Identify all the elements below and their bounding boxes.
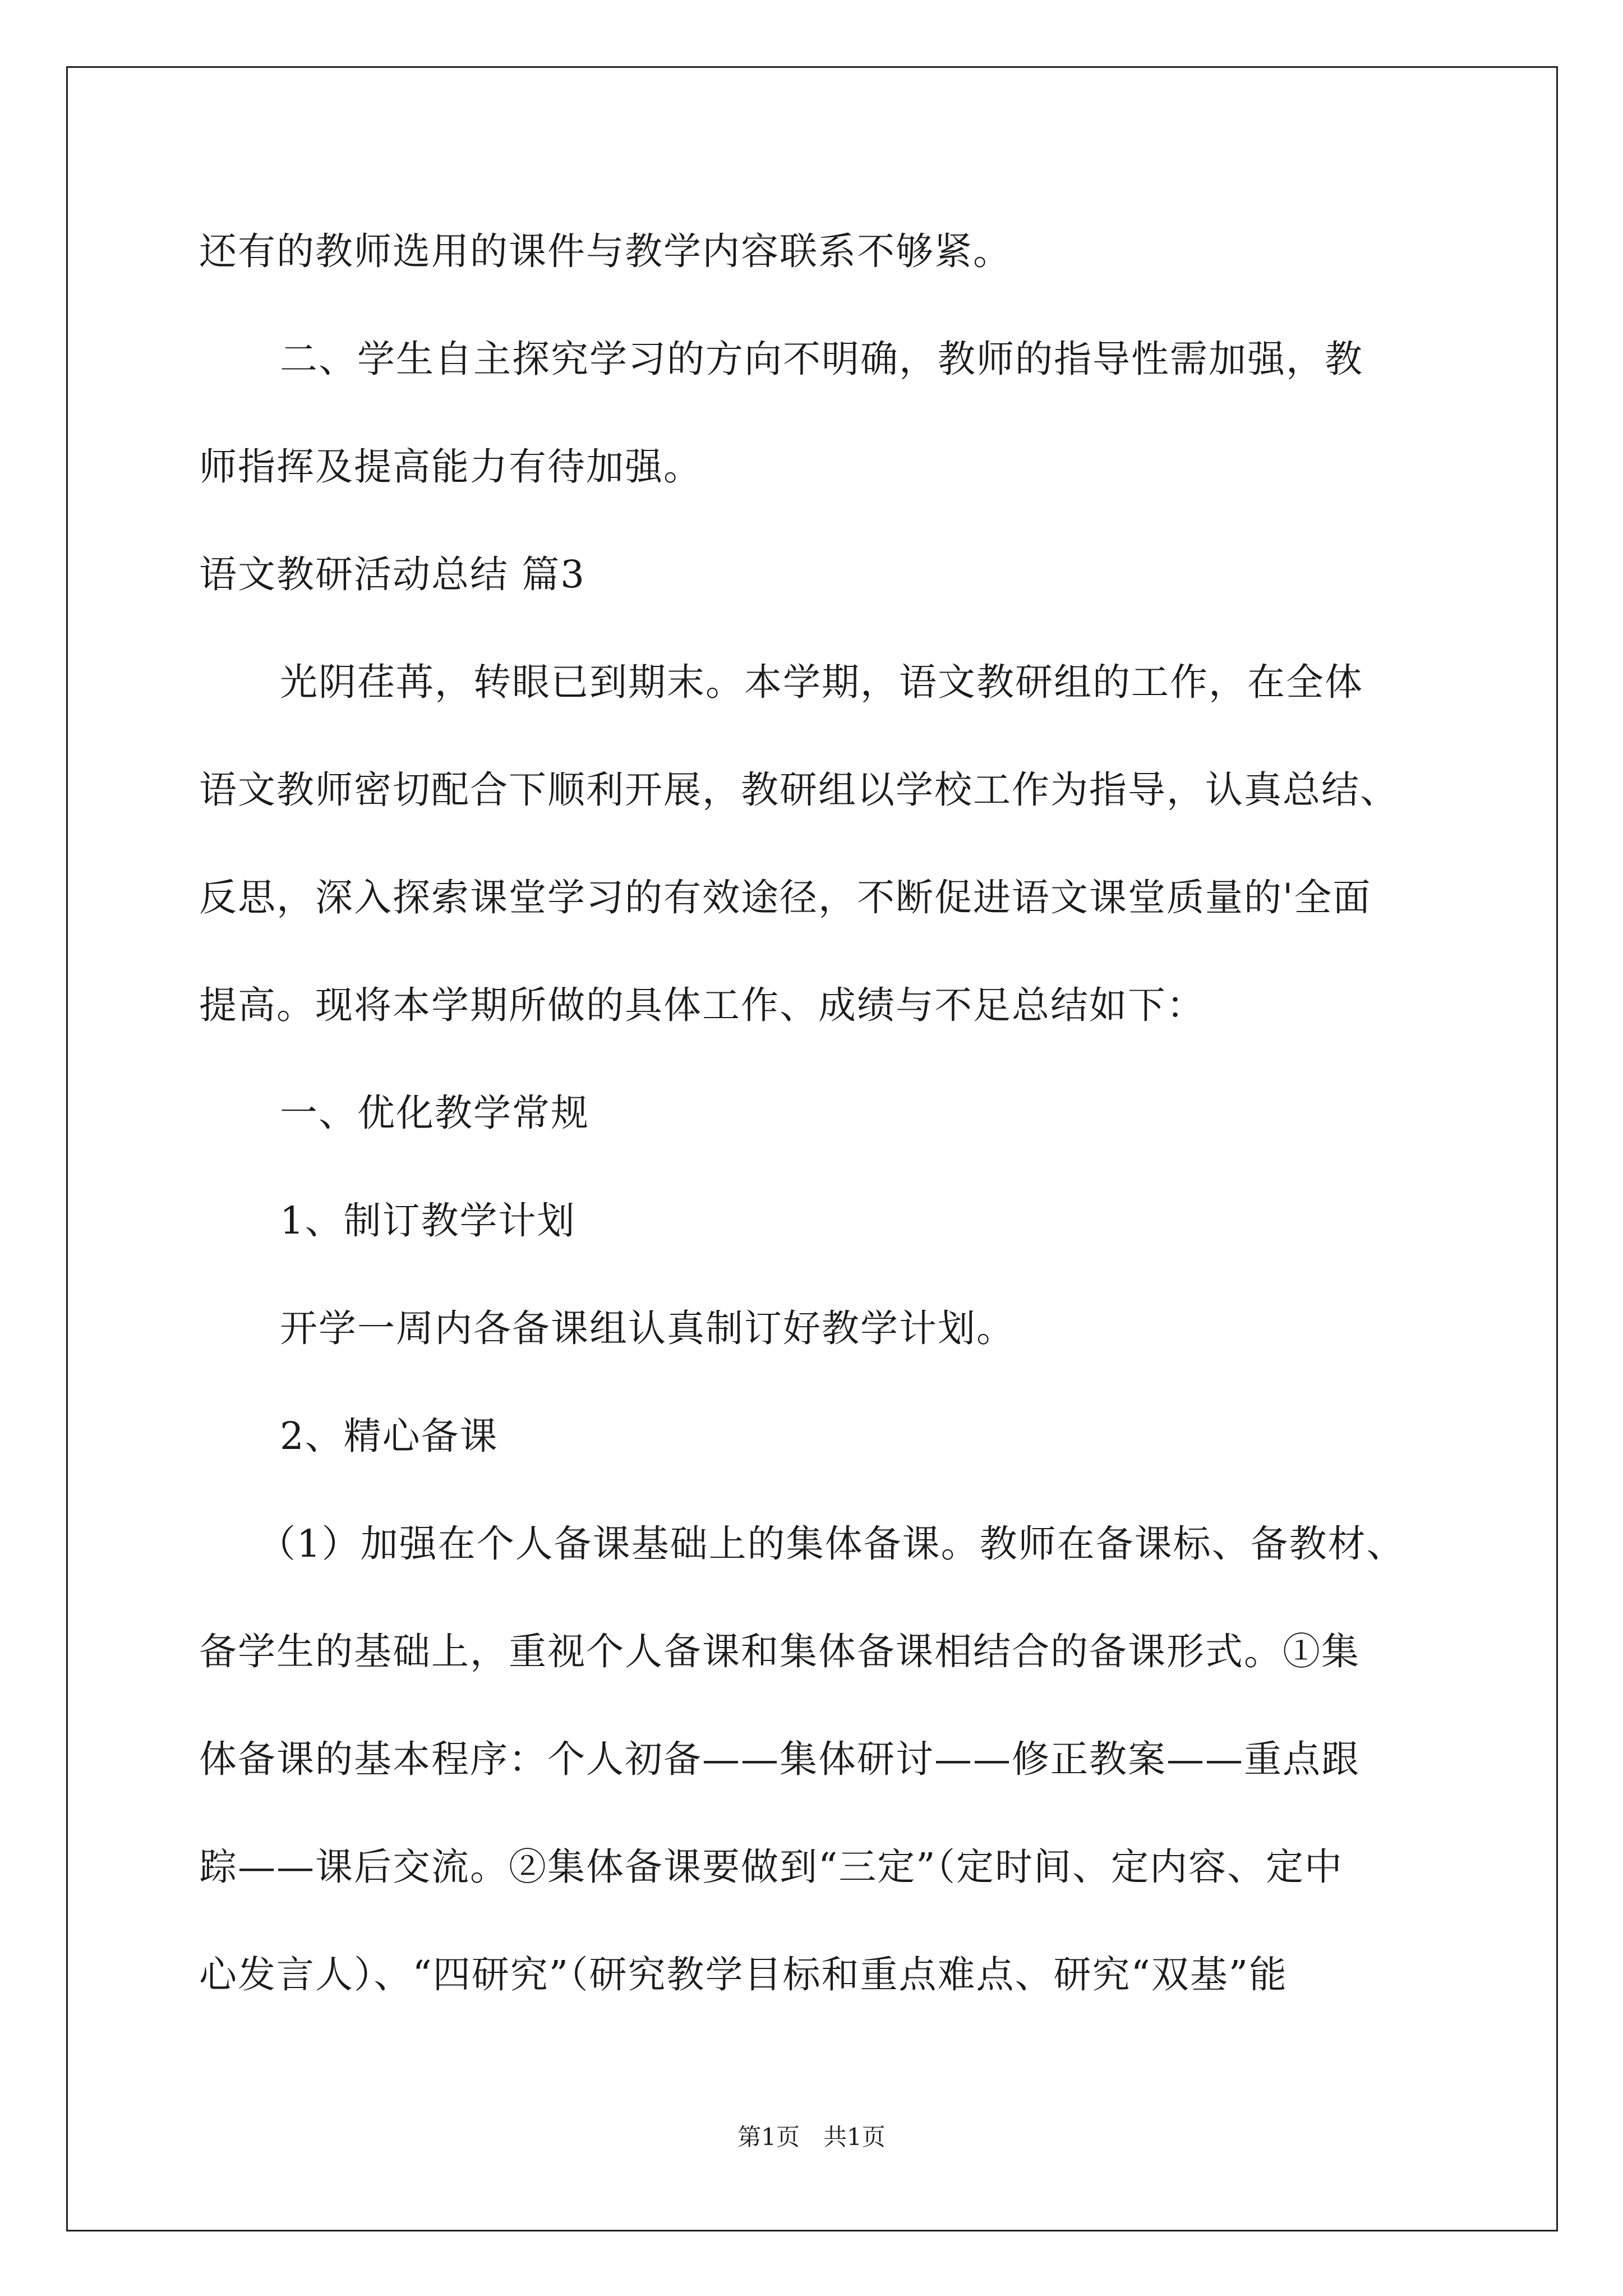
- text-line: 反思，深入探索课堂学习的有效途径，不断促进语文课堂质量的'全面: [199, 876, 1372, 919]
- subheading: 一、优化教学常规: [280, 1091, 589, 1135]
- text-line: 开学一周内各备课组认真制订好教学计划。: [280, 1306, 1015, 1350]
- page-border: [66, 66, 1558, 2231]
- text-line: （1）加强在个人备课基础上的集体备课。教师在备课标、备教材、: [258, 1522, 1405, 1566]
- text-line: 师指挥及提高能力有待加强。: [199, 445, 702, 489]
- text-line: 踪——课后交流。②集体备课要做到“三定”（定时间、定内容、定中: [199, 1845, 1344, 1889]
- text-line: 光阴荏苒，转眼已到期末。本学期，语文教研组的工作，在全体: [280, 660, 1363, 704]
- subheading: 1、制订教学计划: [280, 1199, 576, 1243]
- text-line: 还有的教师选用的课件与教学内容联系不够紧。: [199, 229, 1012, 273]
- text-line: 提高。现将本学期所做的具体工作、成绩与不足总结如下：: [199, 983, 1205, 1027]
- text-line: 语文教师密切配合下顺利开展，教研组以学校工作为指导，认真总结、: [199, 768, 1399, 812]
- text-line: 备学生的基础上，重视个人备课和集体备课相结合的备课形式。①集: [199, 1630, 1360, 1673]
- text-line: 体备课的基本程序：个人初备——集体研讨——修正教案——重点跟: [199, 1737, 1360, 1781]
- subheading: 2、精心备课: [280, 1414, 499, 1458]
- text-line: 二、学生自主探究学习的方向不明确，教师的指导性需加强，教: [280, 337, 1363, 381]
- section-heading: 语文教研活动总结 篇3: [199, 553, 585, 596]
- page-number-footer: 第1页 共1页: [737, 2123, 886, 2151]
- text-line: 心发言人）、“四研究”（研究教学目标和重点难点、研究“双基”能: [199, 1953, 1288, 1996]
